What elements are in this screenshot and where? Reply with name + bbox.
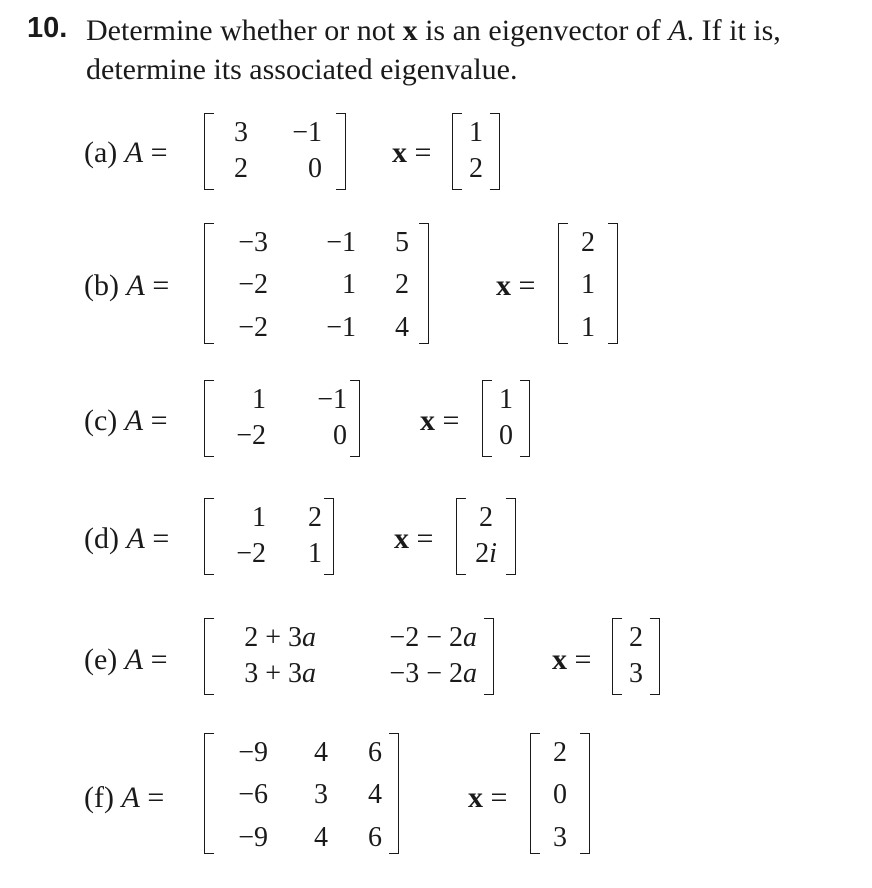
left-bracket (204, 380, 214, 457)
vector-x-symbol: x (552, 643, 567, 676)
vector-x-symbol: x (392, 136, 407, 169)
matrix-entry: −2 (236, 538, 266, 569)
vector-entry: 0 (553, 779, 567, 810)
equals-sign: = (152, 522, 170, 555)
vector-entry: 2 (479, 502, 493, 533)
matrix-a (204, 733, 399, 854)
matrix-entry: −9 (238, 822, 268, 853)
matrix-entry: −2 − 2a (389, 622, 477, 653)
matrix-entry: 2 (234, 153, 248, 184)
vector-x-label (552, 643, 591, 677)
matrix-entry: 2 + 3a (244, 622, 316, 653)
vector-x-label (392, 136, 431, 170)
matrix-entry: −2 (236, 420, 266, 451)
matrix-entry: −1 (326, 227, 356, 258)
matrix-entry: 0 (308, 153, 322, 184)
equals-sign: = (490, 781, 508, 814)
matrix-entry: −2 (238, 269, 268, 300)
vector-x-symbol: x (402, 14, 418, 47)
matrix-entry: 4 (314, 737, 328, 768)
vector-x (530, 733, 590, 854)
part-letter: (f) (84, 781, 114, 814)
right-bracket (389, 733, 399, 854)
right-bracket (419, 223, 429, 344)
part-label (84, 522, 169, 556)
vector-entry: 3 (629, 658, 643, 689)
matrix-a (204, 223, 429, 344)
matrix-entry: 4 (314, 822, 328, 853)
vector-x (456, 498, 516, 575)
vector-entry: 1 (581, 312, 595, 343)
matrix-entry: 4 (395, 312, 409, 343)
vector-entry: 2 (553, 737, 567, 768)
vector-x-symbol: x (394, 522, 409, 555)
matrix-a-symbol: A (121, 781, 140, 814)
matrix-entry: 5 (395, 227, 409, 258)
matrix-entry: −1 (292, 117, 322, 148)
vector-entry: 2 (469, 153, 483, 184)
matrix-entry: 4 (368, 779, 382, 810)
equals-sign: = (150, 404, 168, 437)
part-label (84, 269, 169, 303)
matrix-a-symbol: A (668, 14, 687, 47)
matrix-entry: −3 (238, 227, 268, 258)
matrix-a-symbol: A (126, 269, 145, 302)
vector-x (558, 223, 618, 344)
left-bracket (204, 223, 214, 344)
vector-entry: 1 (499, 384, 513, 415)
part-letter: (d) (84, 522, 119, 555)
part-letter: (c) (84, 404, 118, 437)
vector-entry: 2 (629, 622, 643, 653)
equals-sign: = (150, 136, 168, 169)
equals-sign: = (574, 643, 592, 676)
matrix-entry: 1 (252, 384, 266, 415)
vector-x (482, 380, 530, 457)
matrix-entry: −9 (238, 737, 268, 768)
vector-x (452, 113, 500, 190)
matrix-a-symbol: A (124, 404, 144, 437)
matrix-entry: 2 (308, 502, 322, 533)
matrix-a-symbol: A (124, 136, 144, 169)
vector-x-symbol: x (420, 404, 435, 437)
part-label (84, 643, 168, 677)
matrix-entry: −1 (317, 384, 347, 415)
problem-number: 10. (27, 12, 68, 44)
vector-x-symbol: x (468, 781, 483, 814)
left-bracket (204, 498, 214, 575)
part-letter: (b) (84, 269, 119, 302)
matrix-entry: 3 + 3a (244, 658, 316, 689)
matrix-a (204, 498, 334, 575)
equals-sign: = (442, 404, 460, 437)
matrix-entry: 1 (308, 538, 322, 569)
matrix-a-symbol: A (126, 522, 145, 555)
vector-entry: 3 (553, 822, 567, 853)
matrix-entry: 6 (368, 737, 382, 768)
matrix-a-symbol: A (124, 643, 144, 676)
problem-statement-line2: determine its associated eigenvalue. (86, 53, 518, 86)
matrix-entry: −6 (238, 779, 268, 810)
vector-entry: 2 (581, 227, 595, 258)
vector-entry: 2i (475, 538, 497, 569)
matrix-entry: 1 (252, 502, 266, 533)
matrix-entry: 6 (368, 822, 382, 853)
statement-text-1: Determine whether or not (86, 14, 403, 47)
vector-x-label (420, 404, 459, 438)
matrix-a (204, 380, 360, 457)
matrix-entry: 0 (333, 420, 347, 451)
matrix-entry: 3 (314, 779, 328, 810)
part-label (84, 136, 168, 170)
vector-x-label (394, 522, 433, 556)
left-bracket (204, 733, 214, 854)
vector-x-label (468, 781, 507, 815)
statement-text-3: . If it is, (686, 14, 781, 47)
equals-sign: = (416, 522, 434, 555)
vector-x-symbol: x (496, 269, 511, 302)
matrix-entry: 2 (395, 269, 409, 300)
part-label (84, 781, 164, 815)
vector-entry: 1 (469, 117, 483, 148)
right-bracket (350, 380, 360, 457)
equals-sign: = (150, 643, 168, 676)
left-bracket (204, 618, 214, 695)
right-bracket (336, 113, 346, 190)
vector-entry: 0 (499, 420, 513, 451)
matrix-entry: −2 (238, 312, 268, 343)
vector-x-label (496, 269, 535, 303)
right-bracket (484, 618, 494, 695)
matrix-entry: −1 (326, 312, 356, 343)
matrix-a (204, 618, 494, 695)
equals-sign: = (152, 269, 170, 302)
vector-entry: 1 (581, 269, 595, 300)
part-letter: (e) (84, 643, 118, 676)
equals-sign: = (147, 781, 165, 814)
matrix-entry: −3 − 2a (389, 658, 477, 689)
matrix-entry: 1 (342, 269, 356, 300)
right-bracket (324, 498, 334, 575)
problem-statement-line1 (86, 14, 781, 48)
part-label (84, 404, 168, 438)
equals-sign: = (518, 269, 536, 302)
part-letter: (a) (84, 136, 118, 169)
statement-text-2: is an eigenvector of (417, 14, 669, 47)
matrix-entry: 3 (234, 117, 248, 148)
matrix-a (204, 113, 346, 190)
left-bracket (204, 113, 214, 190)
equals-sign: = (414, 136, 432, 169)
vector-x (612, 618, 660, 695)
